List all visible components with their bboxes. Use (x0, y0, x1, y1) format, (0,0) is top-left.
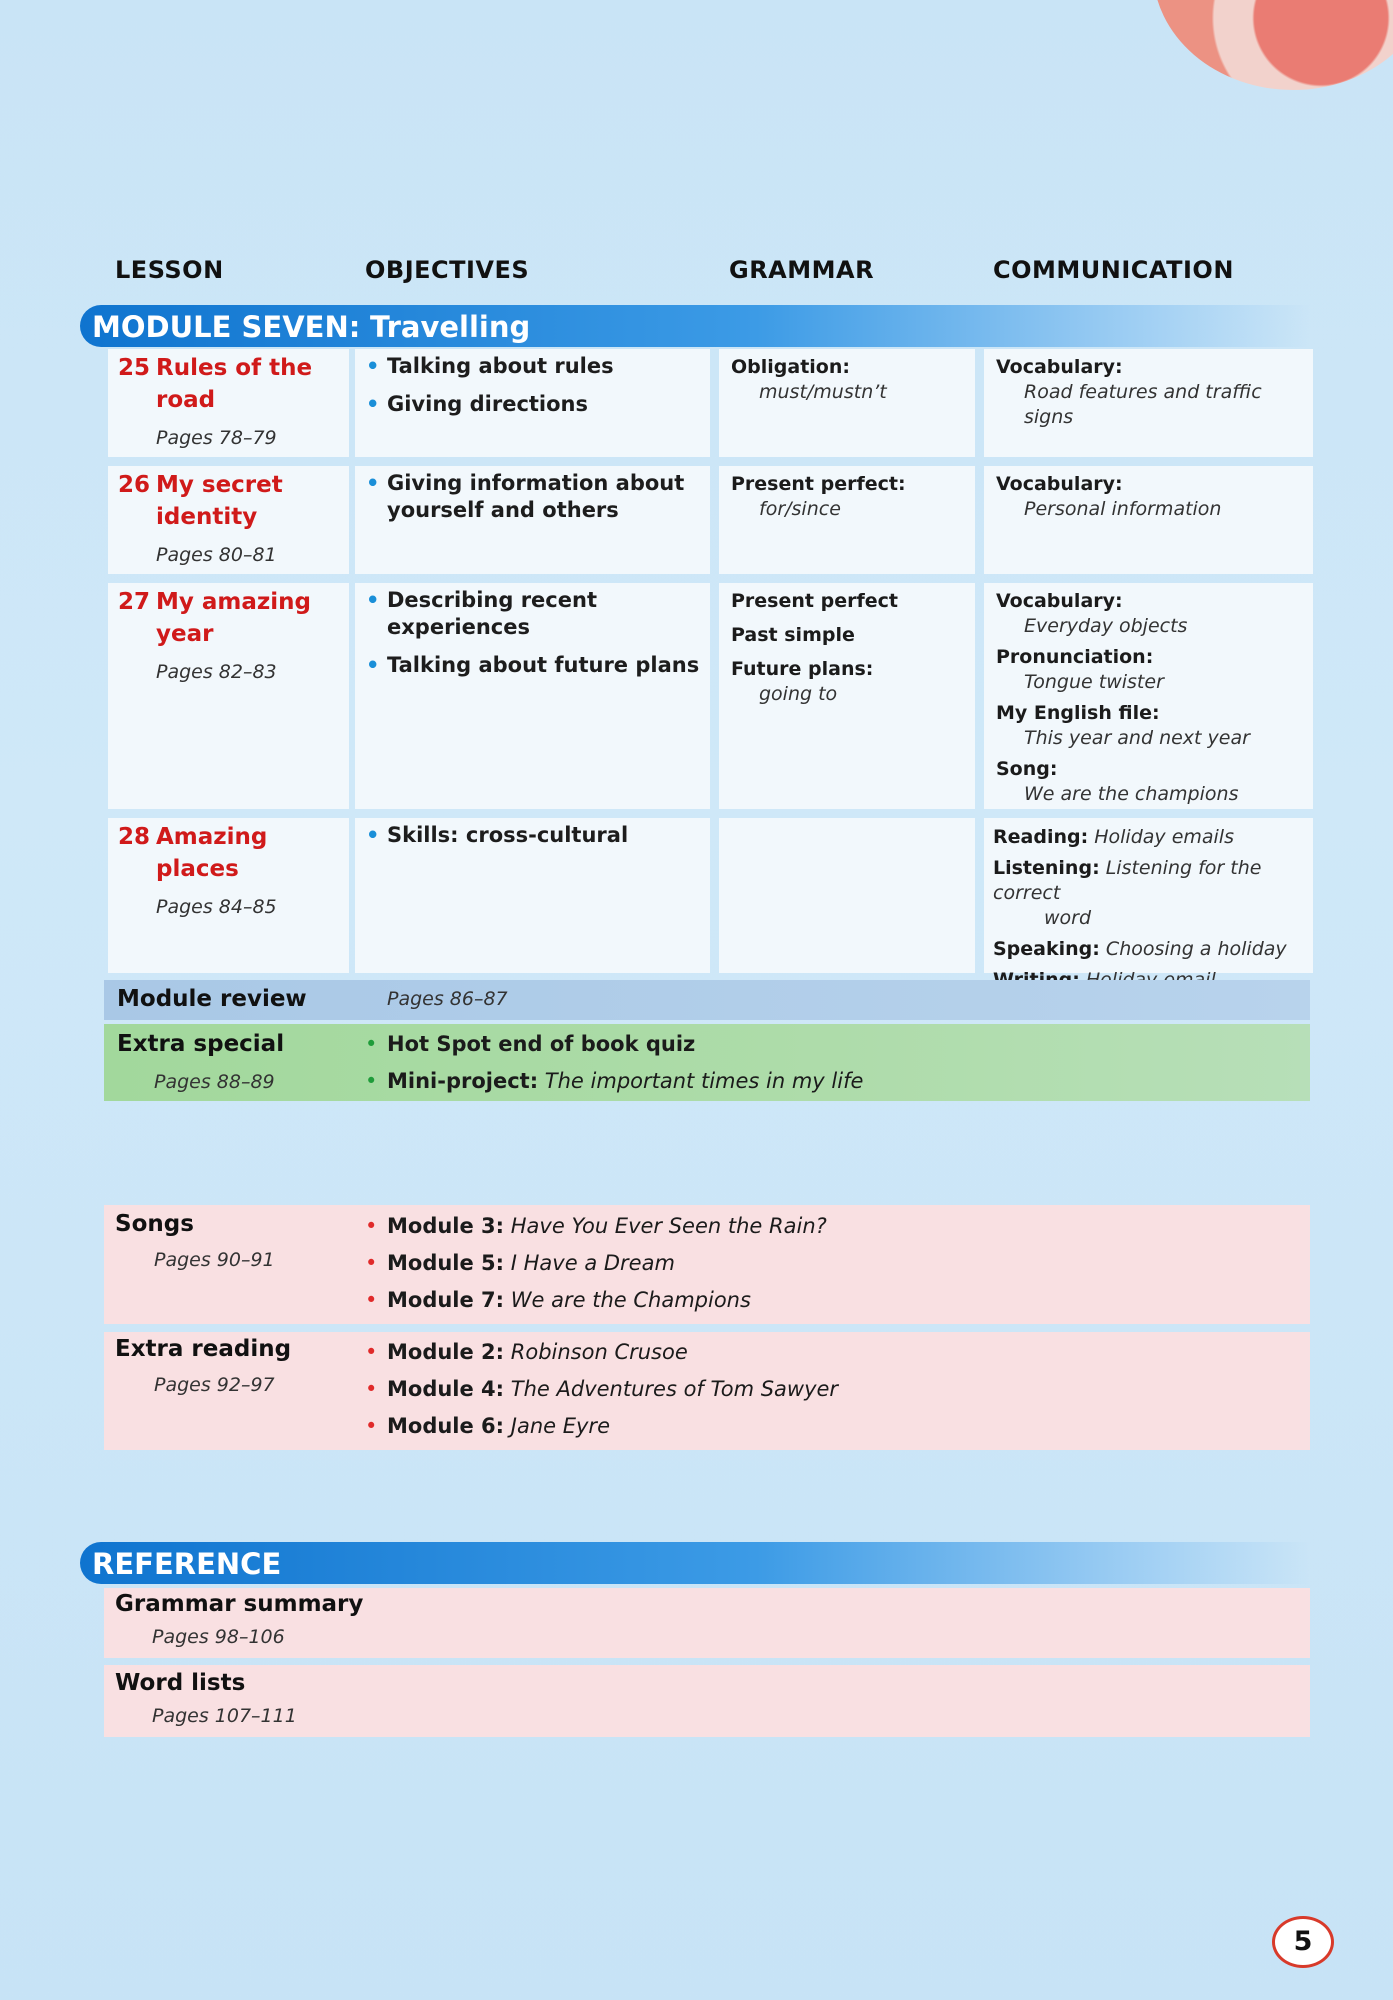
extra-special-list (365, 1026, 863, 1100)
objective-item: • Talking about future plans (366, 652, 706, 679)
lesson-title: 25 Rules of the road (118, 355, 313, 413)
grammar-summary-label: Grammar summary (115, 1591, 364, 1617)
grammar-entry: Present perfect Past simple Future plans: going to (731, 590, 898, 705)
extra-special-label: Extra special (117, 1031, 285, 1057)
lesson-title: 27 My amazing year (118, 589, 312, 647)
list-item: • Module 4: The Adventures of Tom Sawyer (365, 1371, 838, 1408)
grammar-cell (719, 818, 975, 973)
word-lists-pages: Pages 107–111 (152, 1705, 297, 1727)
module-label: MODULE SEVEN: (92, 310, 361, 344)
grammar-entry: Obligation: must/mustn’t (731, 356, 887, 403)
objectives-list (366, 822, 706, 860)
extra-reading-pages: Pages 92–97 (154, 1374, 275, 1396)
lesson-pages: Pages 78–79 (156, 427, 277, 449)
reference-band (80, 1542, 1310, 1584)
word-lists-label: Word lists (115, 1670, 246, 1696)
list-item: • Module 2: Robinson Crusoe (365, 1334, 838, 1371)
objective-item: • Talking about rules (366, 353, 706, 380)
decorative-circle (1153, 0, 1393, 90)
lesson-pages: Pages 82–83 (156, 661, 277, 683)
communication-entry: Vocabulary: Everyday objects Pronunciation: Tongue twister My English file: This year and next year Song: We are the champions (996, 590, 1250, 805)
objective-item: • Giving information about yourself and others (366, 470, 706, 524)
list-item: • Module 5: I Have a Dream (365, 1245, 827, 1282)
reference-title: REFERENCE (92, 1547, 282, 1581)
lesson-title: 28 Amazing places (118, 824, 268, 882)
objectives-list (366, 353, 706, 429)
list-item: • Module 6: Jane Eyre (365, 1408, 838, 1445)
header-lesson: LESSON (115, 256, 224, 284)
header-grammar: GRAMMAR (729, 256, 875, 284)
lesson-pages: Pages 84–85 (156, 896, 277, 918)
list-item: • Module 3: Have You Ever Seen the Rain? (365, 1208, 827, 1245)
extra-reading-label: Extra reading (115, 1336, 292, 1362)
songs-list (365, 1208, 827, 1319)
module-band (80, 305, 1310, 347)
module-name: Travelling (370, 310, 531, 344)
songs-label: Songs (115, 1211, 194, 1237)
header-communication: COMMUNICATION (993, 256, 1234, 284)
list-item: • Hot Spot end of book quiz (365, 1026, 863, 1063)
list-item: • Mini-project: The important times in my life (365, 1063, 863, 1100)
lesson-title: 26 My secret identity (118, 472, 283, 530)
module-review-label: Module review (117, 986, 307, 1012)
objective-item: • Giving directions (366, 391, 706, 418)
communication-entry: Reading: Holiday emails Listening: Listening for the correct word Speaking: Choosing a holiday (993, 826, 1287, 960)
objective-item: • Describing recent experiences (366, 587, 706, 641)
objectives-list (366, 587, 706, 690)
header-objectives: OBJECTIVES (365, 256, 530, 284)
extra-reading-list (365, 1334, 838, 1445)
communication-entry: Vocabulary: Personal information (996, 473, 1222, 520)
grammar-summary-pages: Pages 98–106 (152, 1626, 285, 1648)
extra-special-pages: Pages 88–89 (154, 1071, 275, 1093)
lesson-pages: Pages 80–81 (156, 544, 277, 566)
objectives-list (366, 470, 706, 535)
songs-pages: Pages 90–91 (154, 1249, 275, 1271)
communication-entry: Vocabulary: Road features and traffic signs (996, 356, 1262, 428)
grammar-entry: Present perfect: for/since (731, 473, 906, 520)
list-item: • Module 7: We are the Champions (365, 1282, 827, 1319)
module-review-pages: Pages 86–87 (387, 988, 508, 1010)
objective-item: • Skills: cross-cultural (366, 822, 706, 849)
page-number: 5 (1272, 1916, 1334, 1968)
